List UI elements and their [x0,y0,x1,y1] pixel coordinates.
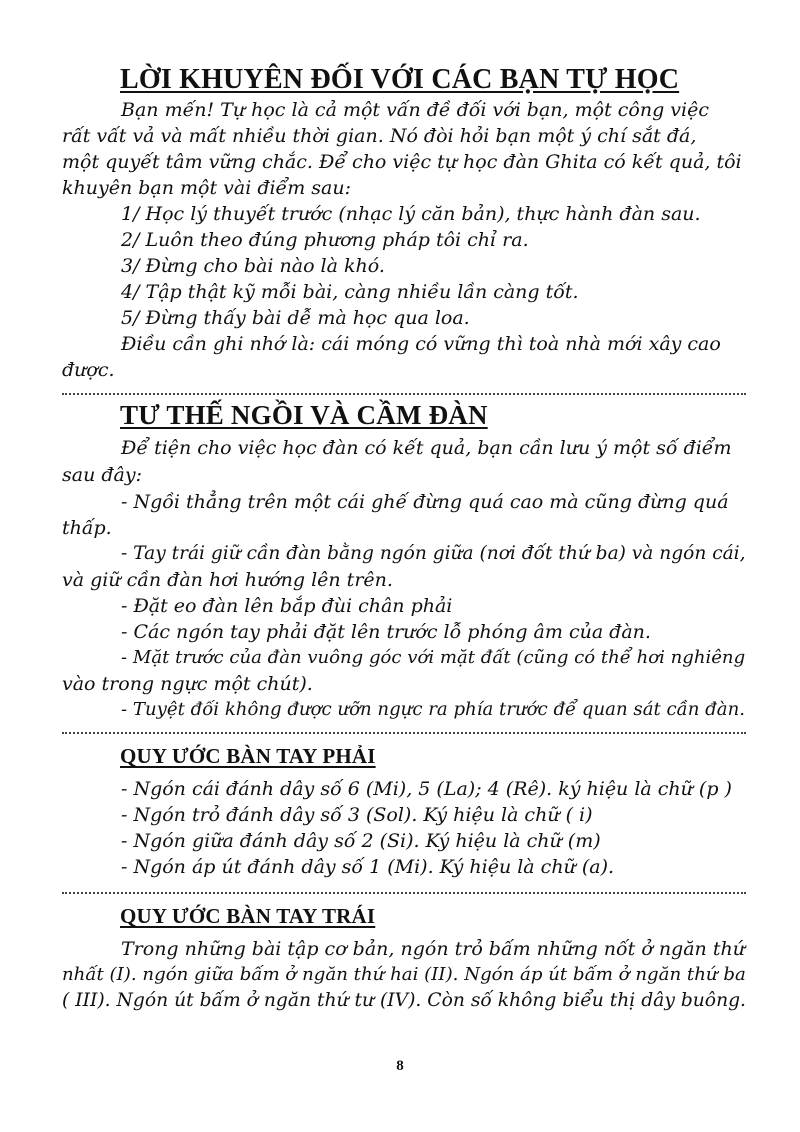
section1-line-1: Bạn mến! Tự học là cả một vấn đề đối với bạn, một công việc [121,99,709,121]
section2-line-4: thấp. [62,517,112,539]
dotted-divider [62,732,746,734]
section1-line-7: 3/ Đừng cho bài nào là khó. [121,255,385,277]
section2-line-6: và giữ cần đàn hơi hướng lên trên. [62,569,393,591]
section2-line-11: - Tuyệt đối không được ưỡn ngực ra phía trước để quan sát cần đàn. [121,699,745,720]
section2-line-9: - Mặt trước của đàn vuông góc với mặt đất (cũng có thể hơi nghiêng [121,647,746,668]
dotted-divider [62,892,746,894]
section3-line-1: - Ngón cái đánh dây số 6 (Mi), 5 (La); 4 (Rê). ký hiệu là chữ (p ) [121,778,732,800]
section1-line-4: khuyên bạn một vài điểm sau: [62,177,352,199]
section2-line-2: sau đây: [62,464,142,486]
section1-line-2: rất vất vả và mất nhiều thời gian. Nó đòi hỏi bạn một ý chí sắt đá, [62,125,697,147]
section3-line-2: - Ngón trỏ đánh dây số 3 (Sol). Ký hiệu là chữ ( i) [121,804,593,826]
section2-line-3: - Ngồi thẳng trên một cái ghế đừng quá cao mà cũng đừng quá [121,491,729,513]
section4-line-2: nhất (I). ngón giữa bấm ở ngăn thứ hai (II). Ngón áp út bấm ở ngăn thứ ba [62,964,746,985]
section1-line-11: được. [62,359,115,381]
section2-line-5: - Tay trái giữ cần đàn bằng ngón giữa (nơi đốt thứ ba) và ngón cái, [121,543,746,564]
section3-line-3: - Ngón giữa đánh dây số 2 (Si). Ký hiệu là chữ (m) [121,830,601,852]
section1-line-9: 5/ Đừng thấy bài dễ mà học qua loa. [121,307,470,329]
section-title-self-study-advice: LỜI KHUYÊN ĐỐI VỚI CÁC BẠN TỰ HỌC [120,64,680,95]
section-title-left-hand-convention: QUY ƯỚC BÀN TAY TRÁI [120,904,376,928]
section2-line-7: - Đặt eo đàn lên bắp đùi chân phải [121,595,453,617]
section1-line-6: 2/ Luôn theo đúng phương pháp tôi chỉ ra. [121,229,529,251]
section2-line-1: Để tiện cho việc học đàn có kết quả, bạn cần lưu ý một số điểm [121,437,732,459]
page-number: 8 [396,1058,404,1074]
section3-line-4: - Ngón áp út đánh dây số 1 (Mi). Ký hiệu là chữ (a). [121,856,615,878]
section1-line-5: 1/ Học lý thuyết trước (nhạc lý căn bản), thực hành đàn sau. [121,203,701,225]
section4-line-1: Trong những bài tập cơ bản, ngón trỏ bấm những nốt ở ngăn thứ [121,938,745,960]
section1-line-3: một quyết tâm vững chắc. Để cho việc tự học đàn Ghita có kết quả, tôi [62,151,742,173]
section1-line-8: 4/ Tập thật kỹ mỗi bài, càng nhiều lần càng tốt. [121,281,579,303]
section2-line-8: - Các ngón tay phải đặt lên trước lỗ phóng âm của đàn. [121,621,651,643]
section2-line-10: vào trong ngực một chút). [62,673,313,695]
section4-line-3: ( III). Ngón út bấm ở ngăn thứ tư (IV). Còn số không biểu thị dây buông. [62,990,747,1011]
section-title-sitting-posture: TƯ THẾ NGỒI VÀ CẦM ĐÀN [120,400,488,430]
section1-line-10: Điều cần ghi nhớ là: cái móng có vững thì toà nhà mới xây cao [121,333,721,355]
dotted-divider [62,393,746,395]
section-title-right-hand-convention: QUY ƯỚC BÀN TAY PHẢI [120,744,376,768]
